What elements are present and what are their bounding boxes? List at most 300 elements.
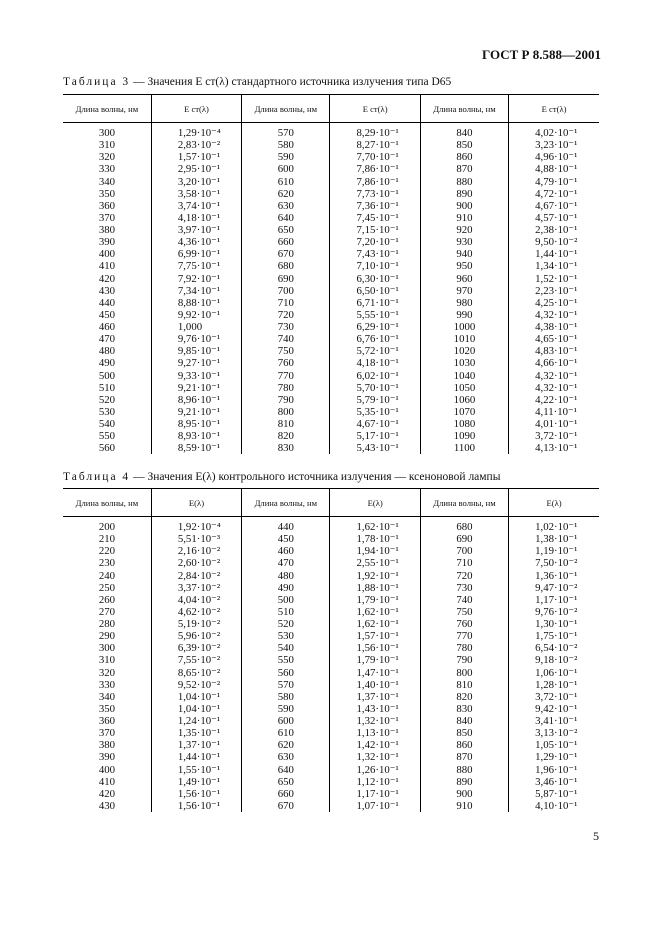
table-row (63, 321, 599, 333)
table-row (63, 517, 599, 534)
table3-header-cell: E ст(λ) (509, 95, 599, 123)
wavelength-cell: 1100 (420, 442, 508, 454)
wavelength-cell: 1090 (420, 430, 508, 442)
value-cell: 3,74·10⁻¹ (151, 200, 241, 212)
wavelength-cell: 640 (242, 764, 330, 776)
value-cell: 1,24·10⁻¹ (151, 715, 241, 727)
value-cell: 4,10·10⁻¹ (509, 800, 599, 812)
table-row (63, 212, 599, 224)
wavelength-cell: 940 (420, 248, 508, 260)
value-cell: 4,13·10⁻¹ (509, 442, 599, 454)
table4-label: Таблица 4 (63, 471, 131, 483)
wavelength-cell: 640 (242, 212, 330, 224)
wavelength-cell: 770 (242, 370, 330, 382)
wavelength-cell: 790 (242, 394, 330, 406)
value-cell: 5,70·10⁻¹ (330, 382, 420, 394)
wavelength-cell: 560 (98, 442, 116, 455)
value-cell: 3,20·10⁻¹ (151, 176, 241, 188)
wavelength-cell: 740 (420, 594, 508, 606)
value-cell: 1,37·10⁻¹ (330, 691, 420, 703)
page-number: 5 (593, 829, 599, 843)
table-row (63, 533, 599, 545)
wavelength-cell: 260 (98, 593, 116, 606)
value-cell: 9,47·10⁻² (509, 582, 599, 594)
value-cell: 7,34·10⁻¹ (151, 285, 241, 297)
wavelength-cell: 1050 (420, 382, 508, 394)
wavelength-cell: 1010 (420, 333, 508, 345)
table-row (63, 309, 599, 321)
value-cell: 1,28·10⁻¹ (509, 679, 599, 691)
value-cell: 4,88·10⁻¹ (509, 163, 599, 175)
wavelength-cell: 880 (420, 176, 508, 188)
value-cell: 9,33·10⁻¹ (151, 370, 241, 382)
wavelength-cell: 990 (420, 309, 508, 321)
value-cell: 4,62·10⁻² (151, 606, 241, 618)
table4-header-cell: E(λ) (330, 489, 420, 517)
wavelength-cell: 650 (242, 224, 330, 236)
wavelength-cell: 920 (420, 224, 508, 236)
wavelength-cell: 330 (98, 163, 116, 176)
table-row (63, 667, 599, 679)
table-row (63, 654, 599, 666)
wavelength-cell: 310 (98, 654, 116, 667)
value-cell: 6,76·10⁻¹ (330, 333, 420, 345)
value-cell: 7,73·10⁻¹ (330, 188, 420, 200)
wavelength-cell: 460 (98, 321, 116, 334)
wavelength-cell: 720 (420, 570, 508, 582)
value-cell: 1,88·10⁻¹ (330, 582, 420, 594)
table-row (63, 557, 599, 569)
wavelength-cell: 610 (242, 176, 330, 188)
wavelength-cell: 600 (242, 715, 330, 727)
wavelength-cell: 760 (242, 357, 330, 369)
wavelength-cell: 490 (98, 357, 116, 370)
table-row (63, 430, 599, 442)
wavelength-cell: 470 (242, 557, 330, 569)
wavelength-cell: 380 (98, 224, 116, 237)
value-cell: 1,94·10⁻¹ (330, 545, 420, 557)
wavelength-cell: 980 (420, 297, 508, 309)
value-cell: 4,01·10⁻¹ (509, 418, 599, 430)
table4-caption-text: — Значения E(λ) контрольного источника излучения — ксеноновой лампы (133, 471, 501, 483)
wavelength-cell: 270 (98, 605, 116, 618)
wavelength-cell: 620 (242, 188, 330, 200)
wavelength-cell: 820 (242, 430, 330, 442)
value-cell: 9,21·10⁻¹ (151, 382, 241, 394)
wavelength-cell: 360 (98, 199, 116, 212)
wavelength-cell: 480 (242, 570, 330, 582)
value-cell: 5,72·10⁻¹ (330, 345, 420, 357)
value-cell: 1,07·10⁻¹ (330, 800, 420, 812)
wavelength-cell: 600 (242, 163, 330, 175)
table-row (63, 703, 599, 715)
value-cell: 1,35·10⁻¹ (151, 727, 241, 739)
value-cell: 6,54·10⁻² (509, 642, 599, 654)
value-cell: 4,32·10⁻¹ (509, 382, 599, 394)
table-row (63, 297, 599, 309)
value-cell: 7,45·10⁻¹ (330, 212, 420, 224)
table-row (63, 123, 599, 140)
table-row (63, 691, 599, 703)
value-cell: 1,92·10⁻⁴ (151, 517, 241, 534)
wavelength-cell: 790 (420, 654, 508, 666)
wavelength-cell: 570 (242, 123, 330, 140)
table3-caption-text: — Значения E ст(λ) стандартного источника излучения типа D65 (133, 76, 452, 88)
value-cell: 5,87·10⁻¹ (509, 788, 599, 800)
wavelength-cell: 460 (242, 545, 330, 557)
value-cell: 1,13·10⁻¹ (330, 727, 420, 739)
wavelength-cell: 440 (98, 296, 116, 309)
wavelength-cell: 520 (98, 393, 116, 406)
value-cell: 5,19·10⁻² (151, 618, 241, 630)
wavelength-cell: 200 (98, 521, 116, 534)
wavelength-cell: 520 (242, 618, 330, 630)
table-row (63, 545, 599, 557)
table3-label: Таблица 3 (63, 76, 131, 88)
wavelength-cell: 770 (420, 630, 508, 642)
wavelength-cell: 1040 (420, 370, 508, 382)
value-cell: 6,30·10⁻¹ (330, 273, 420, 285)
value-cell: 7,15·10⁻¹ (330, 224, 420, 236)
value-cell: 8,65·10⁻² (151, 667, 241, 679)
wavelength-cell: 690 (242, 273, 330, 285)
value-cell: 4,32·10⁻¹ (509, 309, 599, 321)
value-cell: 5,96·10⁻² (151, 630, 241, 642)
value-cell: 9,21·10⁻¹ (151, 406, 241, 418)
value-cell: 1,78·10⁻¹ (330, 533, 420, 545)
value-cell: 4,57·10⁻¹ (509, 212, 599, 224)
value-cell: 1,43·10⁻¹ (330, 703, 420, 715)
value-cell: 7,50·10⁻² (509, 557, 599, 569)
value-cell: 1,47·10⁻¹ (330, 667, 420, 679)
value-cell: 2,16·10⁻² (151, 545, 241, 557)
value-cell: 1,000 (151, 321, 241, 333)
value-cell: 7,55·10⁻² (151, 654, 241, 666)
table-row (63, 176, 599, 188)
value-cell: 8,95·10⁻¹ (151, 418, 241, 430)
value-cell: 1,32·10⁻¹ (330, 751, 420, 763)
wavelength-cell: 310 (98, 139, 116, 152)
value-cell: 3,46·10⁻¹ (509, 776, 599, 788)
value-cell: 7,70·10⁻¹ (330, 151, 420, 163)
value-cell: 6,29·10⁻¹ (330, 321, 420, 333)
value-cell: 1,17·10⁻¹ (509, 594, 599, 606)
value-cell: 6,99·10⁻¹ (151, 248, 241, 260)
table-row (63, 739, 599, 751)
table-row (63, 357, 599, 369)
value-cell: 7,36·10⁻¹ (330, 200, 420, 212)
value-cell: 1,56·10⁻¹ (151, 788, 241, 800)
table-row (63, 236, 599, 248)
value-cell: 6,39·10⁻² (151, 642, 241, 654)
wavelength-cell: 800 (242, 406, 330, 418)
value-cell: 9,92·10⁻¹ (151, 309, 241, 321)
table-row (63, 594, 599, 606)
value-cell: 1,34·10⁻¹ (509, 260, 599, 272)
value-cell: 6,02·10⁻¹ (330, 370, 420, 382)
value-cell: 4,32·10⁻¹ (509, 370, 599, 382)
value-cell: 1,62·10⁻¹ (330, 517, 420, 534)
wavelength-cell: 240 (98, 569, 116, 582)
value-cell: 2,60·10⁻² (151, 557, 241, 569)
value-cell: 1,37·10⁻¹ (151, 739, 241, 751)
value-cell: 7,10·10⁻¹ (330, 260, 420, 272)
wavelength-cell: 540 (98, 418, 116, 431)
wavelength-cell: 540 (242, 642, 330, 654)
value-cell: 9,52·10⁻² (151, 679, 241, 691)
wavelength-cell: 550 (242, 654, 330, 666)
value-cell: 4,96·10⁻¹ (509, 151, 599, 163)
table-row (63, 764, 599, 776)
value-cell: 1,75·10⁻¹ (509, 630, 599, 642)
table-row (63, 248, 599, 260)
wavelength-cell: 370 (98, 727, 116, 740)
wavelength-cell: 420 (98, 787, 116, 800)
wavelength-cell: 610 (242, 727, 330, 739)
table-row (63, 570, 599, 582)
table3-header-row (63, 95, 599, 123)
value-cell: 8,96·10⁻¹ (151, 394, 241, 406)
wavelength-cell: 870 (420, 163, 508, 175)
wavelength-cell: 410 (98, 260, 116, 273)
value-cell: 7,43·10⁻¹ (330, 248, 420, 260)
value-cell: 5,35·10⁻¹ (330, 406, 420, 418)
value-cell: 1,30·10⁻¹ (509, 618, 599, 630)
wavelength-cell: 890 (420, 776, 508, 788)
wavelength-cell: 1070 (420, 406, 508, 418)
wavelength-cell: 620 (242, 739, 330, 751)
wavelength-cell: 570 (242, 679, 330, 691)
wavelength-cell: 670 (242, 800, 330, 812)
value-cell: 1,62·10⁻¹ (330, 606, 420, 618)
table3-body (63, 123, 599, 455)
value-cell: 1,79·10⁻¹ (330, 594, 420, 606)
wavelength-cell: 350 (98, 702, 116, 715)
wavelength-cell: 840 (420, 123, 508, 140)
table-row (63, 618, 599, 630)
value-cell: 4,04·10⁻² (151, 594, 241, 606)
wavelength-cell: 1020 (420, 345, 508, 357)
value-cell: 4,18·10⁻¹ (330, 357, 420, 369)
wavelength-cell: 370 (98, 211, 116, 224)
wavelength-cell: 860 (420, 151, 508, 163)
value-cell: 3,97·10⁻¹ (151, 224, 241, 236)
wavelength-cell: 730 (420, 582, 508, 594)
wavelength-cell: 510 (98, 381, 116, 394)
table3-header-cell: E ст(λ) (151, 95, 241, 123)
wavelength-cell: 1030 (420, 357, 508, 369)
wavelength-cell: 900 (420, 788, 508, 800)
wavelength-cell: 900 (420, 200, 508, 212)
value-cell: 1,32·10⁻¹ (330, 715, 420, 727)
wavelength-cell: 750 (242, 345, 330, 357)
value-cell: 1,38·10⁻¹ (509, 533, 599, 545)
value-cell: 4,83·10⁻¹ (509, 345, 599, 357)
wavelength-cell: 910 (420, 800, 508, 812)
table-row (63, 727, 599, 739)
table3-header-cell: E ст(λ) (330, 95, 420, 123)
wavelength-cell: 780 (420, 642, 508, 654)
wavelength-cell: 510 (242, 606, 330, 618)
wavelength-cell: 810 (242, 418, 330, 430)
wavelength-cell: 1060 (420, 394, 508, 406)
value-cell: 2,55·10⁻¹ (330, 557, 420, 569)
value-cell: 1,92·10⁻¹ (330, 570, 420, 582)
wavelength-cell: 320 (98, 666, 116, 679)
value-cell: 3,58·10⁻¹ (151, 188, 241, 200)
wavelength-cell: 590 (242, 151, 330, 163)
wavelength-cell: 850 (420, 727, 508, 739)
value-cell: 1,49·10⁻¹ (151, 776, 241, 788)
value-cell: 4,25·10⁻¹ (509, 297, 599, 309)
wavelength-cell: 290 (98, 630, 116, 643)
table3-header-cell: Длина волны, нм (63, 95, 151, 123)
wavelength-cell: 660 (242, 788, 330, 800)
table4-body (63, 517, 599, 813)
value-cell: 1,44·10⁻¹ (509, 248, 599, 260)
wavelength-cell: 580 (242, 691, 330, 703)
wavelength-cell: 670 (242, 248, 330, 260)
value-cell: 8,93·10⁻¹ (151, 430, 241, 442)
table-row (63, 163, 599, 175)
table-row (63, 442, 599, 454)
value-cell: 6,71·10⁻¹ (330, 297, 420, 309)
table3 (63, 94, 599, 454)
table4 (63, 488, 599, 812)
wavelength-cell: 400 (98, 763, 116, 776)
table-row (63, 260, 599, 272)
wavelength-cell: 650 (242, 776, 330, 788)
value-cell: 4,66·10⁻¹ (509, 357, 599, 369)
table3-header-cell: Длина волны, нм (242, 95, 330, 123)
value-cell: 1,44·10⁻¹ (151, 751, 241, 763)
value-cell: 5,43·10⁻¹ (330, 442, 420, 454)
table4-header-cell: Длина волны, нм (420, 489, 508, 517)
value-cell: 1,52·10⁻¹ (509, 273, 599, 285)
wavelength-cell: 340 (98, 175, 116, 188)
wavelength-cell: 890 (420, 188, 508, 200)
value-cell: 1,57·10⁻¹ (151, 151, 241, 163)
table4-header-cell: Длина волны, нм (63, 489, 151, 517)
value-cell: 9,18·10⁻² (509, 654, 599, 666)
value-cell: 6,50·10⁻¹ (330, 285, 420, 297)
wavelength-cell: 500 (242, 594, 330, 606)
wavelength-cell: 280 (98, 618, 116, 631)
value-cell: 1,06·10⁻¹ (509, 667, 599, 679)
value-cell: 4,38·10⁻¹ (509, 321, 599, 333)
wavelength-cell: 590 (242, 703, 330, 715)
value-cell: 8,27·10⁻¹ (330, 139, 420, 151)
value-cell: 1,05·10⁻¹ (509, 739, 599, 751)
table-row (63, 139, 599, 151)
value-cell: 8,88·10⁻¹ (151, 297, 241, 309)
value-cell: 1,55·10⁻¹ (151, 764, 241, 776)
wavelength-cell: 970 (420, 285, 508, 297)
table-row (63, 582, 599, 594)
value-cell: 5,51·10⁻³ (151, 533, 241, 545)
value-cell: 1,04·10⁻¹ (151, 691, 241, 703)
wavelength-cell: 530 (242, 630, 330, 642)
wavelength-cell: 560 (242, 667, 330, 679)
wavelength-cell: 380 (98, 739, 116, 752)
wavelength-cell: 630 (242, 200, 330, 212)
wavelength-cell: 660 (242, 236, 330, 248)
standard-designation: ГОСТ Р 8.588—2001 (482, 47, 601, 62)
value-cell: 1,42·10⁻¹ (330, 739, 420, 751)
wavelength-cell: 430 (98, 799, 116, 812)
wavelength-cell: 730 (242, 321, 330, 333)
wavelength-cell: 830 (420, 703, 508, 715)
wavelength-cell: 500 (98, 369, 116, 382)
table-row (63, 406, 599, 418)
value-cell: 3,13·10⁻² (509, 727, 599, 739)
wavelength-cell: 210 (98, 533, 116, 546)
wavelength-cell: 420 (98, 272, 116, 285)
value-cell: 4,18·10⁻¹ (151, 212, 241, 224)
value-cell: 1,56·10⁻¹ (330, 642, 420, 654)
wavelength-cell: 880 (420, 764, 508, 776)
wavelength-cell: 680 (242, 260, 330, 272)
wavelength-cell: 550 (98, 430, 116, 443)
value-cell: 4,72·10⁻¹ (509, 188, 599, 200)
value-cell: 1,04·10⁻¹ (151, 703, 241, 715)
value-cell: 3,37·10⁻² (151, 582, 241, 594)
value-cell: 9,85·10⁻¹ (151, 345, 241, 357)
wavelength-cell: 230 (98, 557, 116, 570)
value-cell: 1,79·10⁻¹ (330, 654, 420, 666)
wavelength-cell: 950 (420, 260, 508, 272)
value-cell: 1,96·10⁻¹ (509, 764, 599, 776)
wavelength-cell: 720 (242, 309, 330, 321)
table3-header-cell: Длина волны, нм (420, 95, 508, 123)
value-cell: 9,76·10⁻¹ (151, 333, 241, 345)
wavelength-cell: 700 (420, 545, 508, 557)
value-cell: 2,83·10⁻² (151, 139, 241, 151)
wavelength-cell: 630 (242, 751, 330, 763)
wavelength-cell: 710 (242, 297, 330, 309)
table-row (63, 606, 599, 618)
value-cell: 9,27·10⁻¹ (151, 357, 241, 369)
value-cell: 1,36·10⁻¹ (509, 570, 599, 582)
value-cell: 9,50·10⁻² (509, 236, 599, 248)
value-cell: 1,17·10⁻¹ (330, 788, 420, 800)
wavelength-cell: 700 (242, 285, 330, 297)
wavelength-cell: 760 (420, 618, 508, 630)
value-cell: 4,36·10⁻¹ (151, 236, 241, 248)
wavelength-cell: 830 (242, 442, 330, 454)
value-cell: 1,62·10⁻¹ (330, 618, 420, 630)
value-cell: 1,56·10⁻¹ (151, 800, 241, 812)
wavelength-cell: 320 (98, 151, 116, 164)
wavelength-cell: 410 (98, 775, 116, 788)
wavelength-cell: 440 (242, 517, 330, 534)
wavelength-cell: 710 (420, 557, 508, 569)
wavelength-cell: 740 (242, 333, 330, 345)
table-row (63, 394, 599, 406)
value-cell: 5,17·10⁻¹ (330, 430, 420, 442)
table-row (63, 418, 599, 430)
value-cell: 1,19·10⁻¹ (509, 545, 599, 557)
value-cell: 7,20·10⁻¹ (330, 236, 420, 248)
table-row (63, 200, 599, 212)
value-cell: 1,29·10⁻⁴ (151, 123, 241, 140)
wavelength-cell: 400 (98, 248, 116, 261)
wavelength-cell: 780 (242, 382, 330, 394)
value-cell: 8,59·10⁻¹ (151, 442, 241, 454)
value-cell: 4,79·10⁻¹ (509, 176, 599, 188)
wavelength-cell: 390 (98, 751, 116, 764)
table4-header-row (63, 489, 599, 517)
